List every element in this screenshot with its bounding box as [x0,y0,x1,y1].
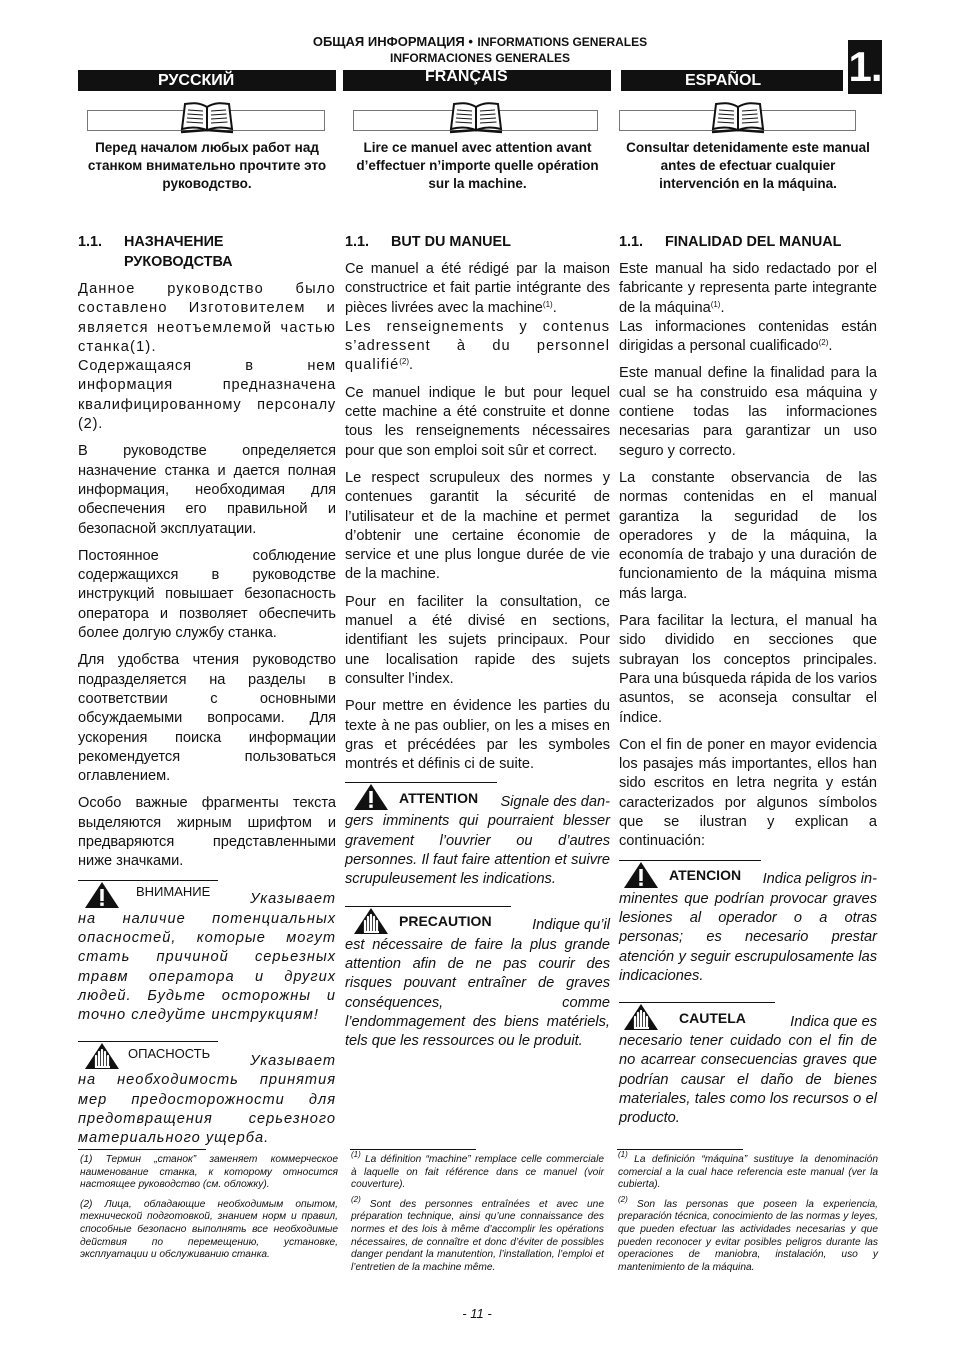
footnotes-es [618,1150,878,1281]
caution-lead: Indique qu’il [532,917,610,934]
language-bar-russian: РУССКИЙ [78,70,336,91]
warning-block-cautela [619,1002,877,1128]
footnotes-fr [351,1150,604,1281]
paragraph: Le respect scrupuleux des normes y contenues garantit la sécurité de l’utilisateur et de la machine et permet d’obtenir une certaine économie de service et une plus longue durée de vie de la machine. [345,469,610,583]
punctuation: . [828,338,833,355]
paragraph [78,280,336,434]
heading-text: НАЗНАЧЕНИЕ РУКОВОДСТВА [124,234,233,270]
header-title-ru: ОБЩАЯ ИНФОРМАЦИЯ • [312,34,473,49]
footnote-ref: (2) [399,357,410,367]
footnote-ref: (1) [542,299,553,309]
paragraph-text: Содержащаяся в нем информация предназначена квалифицированному персоналу (2). [78,358,336,433]
warning-lead: Indica peligros in- [762,871,877,888]
warning-text: minentes que podrían provocar graves lesiones al operador o a otras personas; es necesario prestar atención y seguir escrupulosamente las indicaciones. [619,890,877,984]
warning-label: ВНИМАНИЕ [136,884,211,900]
warning-block-atencion [619,860,877,986]
paragraph: Ce manuel indique le but pour lequel cette machine a été construite et donne tous les renseignements nécessaires pour que son emploi soit sûr et correct. [345,384,610,459]
warning-text: gers imminents qui pourraient blesser gravement l’ouvrier ou d’autres personnes. Il faut faire attention et suivre scrupuleusement les indications. [345,813,610,888]
footnote-divider [78,1149,206,1150]
footnote-text: La définition “machine” remplace celle commerciale à laquelle on fait référence dans ce manuel (voir couverture). [351,1154,604,1191]
caution-badge [78,1041,218,1071]
heading-number: 1.1. [78,234,103,250]
language-bar-french: FRANÇAIS [343,70,611,91]
paragraph: Para facilitar la lectura, el manual ha sido dividido en secciones que subrayan los conceptos principales. Para una búsqueda rápida de los varios asuntos, se aconseja consultar el índice. [619,613,877,726]
paragraph-text: Este manual ha sido redactado por el fabricante y representa parte integrante de la máquina [619,261,877,316]
punctuation: . [552,299,557,316]
header-title-fr: INFORMATIONS GENERALES [477,35,648,49]
footnotes-ru [80,1154,338,1269]
page-header [270,34,690,66]
stop-hand-icon [351,906,391,936]
column-russian [78,232,336,1165]
paragraph-text: Las informaciones contenidas están dirigidas a personal cualificado [619,318,877,355]
footnote-divider [350,1149,476,1150]
intro-notice-es: Consultar detenidamente este manual antes de efectuar cualquier intervención en la máquina. [626,140,870,191]
caution-label: PRECAUTION [399,913,492,930]
paragraph-text: Данное руководство было составлено Изготовителем и является неотъемлемой частью станка(1). [78,281,336,355]
footnote-ref: (1) [710,299,721,309]
heading-number: 1.1. [619,234,644,250]
warning-block-precaution [345,906,610,1052]
footnote: (1) Термин „станок” заменяет коммерческое наименование станка, к которому относится настоящее руководство (см. обложку). [80,1154,338,1191]
caution-badge [619,1002,775,1032]
warning-block-caution [78,1041,336,1148]
paragraph-text: Les renseignements y contenus s’adressent à du personnel qualifié [345,318,610,374]
column-spanish [619,232,877,1145]
read-manual-banner-ru [87,110,325,131]
footnote-text: Sont des personnes entraînées et avec une préparation technique, ainsi qu’une connaissance des normes et des lois à même d’accomplir les opérations nécessaires, de connaître et donc d’éviter de possibles danger pendant la manutention, l’installation, l’emploi et l’entretien de la machine même. [351,1198,604,1273]
warning-lead: Signale des dan- [500,794,610,811]
intro-notice-fr: Lire ce manuel avec attention avant d’effectuer n’importe quelle opération sur la machine. [356,140,599,191]
warning-block-attention [345,782,610,889]
paragraph [619,260,877,356]
warning-badge [619,860,761,890]
paragraph: Pour mettre en évidence les parties du texte à ne pas oublier, on les a mises en gras et précédées par les symboles montrés et définis ci de suite. [345,698,610,773]
warning-lead: Указывает [250,891,336,908]
section-heading [345,232,610,252]
caution-text: necesario tener cuidado con el fin de no acarrear consecuencias graves que podrían causar el daño de bienes materiales, tales como los recursos o el producto. [619,1033,877,1127]
footnote-ref: (2) [818,338,829,348]
paragraph: Постоянное соблюдение содержащихся в руководстве инструкций повышает безопасность оператора и позволяет обеспечить более долгую службу станка. [78,547,336,642]
header-title-es: INFORMACIONES GENERALES [389,51,570,65]
open-book-icon [708,101,768,135]
footnote [618,1194,878,1275]
footnote-marker: (2) [618,1194,628,1204]
punctuation: . [720,299,725,316]
warning-block-danger [78,880,336,1026]
warning-label: ATTENTION [399,790,479,807]
paragraph [345,260,610,376]
warning-triangle-icon [351,782,391,812]
paragraph: Este manual define la finalidad para la cual se ha construido esa máquina y contiene todas las informaciones necesarias para garantizar un uso seguro y correcto. [619,365,877,459]
footnote-text: La definición “máquina” sustituye la denominación comercial a la cual hace referencia este manual (ver la cubierta). [618,1154,878,1191]
section-heading [619,232,877,252]
warning-badge [78,880,218,910]
paragraph-text: Ce manuel a été rédigé par la maison constructrice et fait partie intégrante des pièces livrées avec la machine [345,261,610,316]
intro-notice-ru: Перед началом любых работ над станком внимательно прочтите это руководство. [87,140,327,191]
column-french [345,232,610,1067]
punctuation: . [409,357,414,374]
footnote [351,1194,604,1275]
caution-text: на необходимость принятия мер предосторожности для предотвращения серьезного материального ущерба. [78,1072,336,1147]
footnote-marker: (2) [351,1194,361,1204]
footnote-marker: (1) [351,1150,361,1159]
paragraph: Pour en faciliter la consultation, ce manuel a été divisé en sections, identifiant les sujets principaux. Pour une localisation rapide des sujets consulter l’index. [345,593,610,687]
caution-lead: Указывает [250,1053,336,1070]
warning-badge [345,782,497,812]
caution-label: CAUTELA [679,1009,746,1026]
warning-triangle-icon [82,880,122,910]
language-bar-spanish: ESPAÑOL [621,70,843,91]
heading-text: BUT DU MANUEL [391,234,511,250]
footnote [618,1150,878,1192]
read-manual-banner-fr [353,110,598,131]
paragraph: Особо важные фрагменты текста выделяются жирным шрифтом и предваряются представленными ниже значками. [78,795,336,870]
paragraph: Для удобства чтения руководство подразделяется на разделы в соответствии с основными обсуждаемыми вопросами. Для ускорения поиска информации рекомендуется пользоваться оглавлением. [78,652,336,785]
section-heading [78,232,336,272]
page-number: - 11 - [462,1306,492,1321]
footnote: (2) Лица, обладающие необходимым опытом, технической подготовкой, знанием норм и правил, способные безопасно выполнять все необходимые действия по перемещению, установке, эксплуатации и обслуживанию станка. [80,1198,338,1261]
footnote-divider [617,1149,743,1150]
heading-text: FINALIDAD DEL MANUAL [665,234,842,250]
open-book-icon [177,101,237,135]
caution-lead: Indica que es [790,1013,877,1030]
section-number-badge: 1. [848,40,882,94]
paragraph: В руководстве определяется назначение станка и дается полная информация, необходимая для обеспечения его правильной и безопасной эксплуатации. [78,443,336,537]
footnote-marker: (1) [618,1150,628,1159]
footnote-text: Son las personas que poseen la experiencia, preparación técnica, conocimiento de las normas y leyes, que pueden efectuar las actividades necesarias y que pueden reconocer y evitar posibles peligros durante las operaciones de maniobra, instalación, uso y mantenimiento de la máquina. [618,1198,878,1273]
paragraph: Con el fin de poner en mayor evidencia los pasajes más importantes, ellos han sido escritos en letra negrita y están caracterizados por algunos símbolos que se ilustran y explican a continuación: [619,736,877,850]
caution-text: est nécessaire de faire la plus grande attention afin de ne pas courir des risques pouvant entraîner de graves conséquences, comme l’endommagement des biens matériels, tels que les ressources ou le produit. [345,936,610,1050]
warning-label: ATENCION [669,867,742,884]
stop-hand-icon [621,1002,661,1032]
paragraph: La constante observancia de las normas contenidas en el manual garantiza la seguridad de los operadores y de la máquina, la economía de trabajo y una duración de funcionamiento de la máquina misma más larga. [619,469,877,602]
warning-triangle-icon [621,860,661,890]
heading-number: 1.1. [345,234,370,250]
read-manual-banner-es [619,110,856,131]
caution-badge [345,906,511,936]
open-book-icon [446,101,506,135]
footnote [351,1150,604,1192]
warning-text: на наличие потенциальных опасностей, которые могут стать причиной серьезных травм оператора и других людей. Будьте осторожны и точно следуйте инструкциям! [78,910,336,1024]
stop-hand-icon [82,1041,122,1071]
caution-label: ОПАСНОСТЬ [128,1046,211,1062]
